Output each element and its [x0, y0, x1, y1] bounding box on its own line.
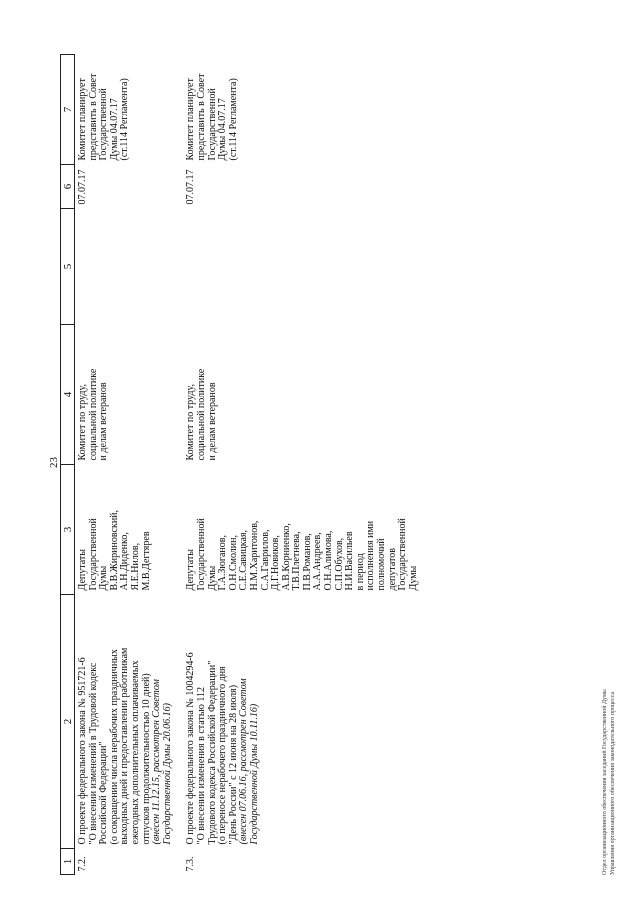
plan-note: Комитет планирует представить в Совет Государственной Думы 04.07.17 (ст.114 Регламента) [185, 73, 239, 161]
col5-cell [75, 209, 184, 325]
col-header-7: 7 [61, 55, 75, 165]
bill-note: (внесен 07.06.16, рассмотрен Советом [238, 678, 250, 845]
col-header-2: 2 [61, 595, 75, 849]
responsible-committee: Комитет по труду, социальной политике и делам ветеранов [185, 368, 218, 461]
review-date: 07.07.17 [77, 169, 88, 205]
table-row [183, 55, 429, 875]
col-header-3: 3 [61, 465, 75, 595]
footer-note [602, 689, 617, 875]
plan-note: Комитет планирует представить в Совет Государственной Думы 04.07.17 (ст.114 Регламента) [77, 73, 131, 161]
bill-title: О проекте федерального закона № 951721-6 "О внесении изменений в Трудовой кодекс Российской Федерации" (о сокращении числа нерабочих праздничных выходных дней и предоставлении работникам ежегодных дополнительных оплачиваемых отпусков продолжительностью 10 дней) (внесен 11.12.15, рассмотрен Советом Государственной Думы 20.06.16) [75, 595, 184, 849]
page-number: 23 [48, 457, 60, 468]
bills-table [60, 54, 429, 875]
column-number-row [61, 55, 75, 875]
review-date: 07.07.17 [185, 169, 197, 205]
bill-authors: Депутаты Государственной Думы Г.А.Зюганов, О.Н.Смолин, С.Е.Савицкая, Н.М.Харитонов, С.А.Гаврилов, Д.Г.Новиков, А.В.Корниенко, Т.В.Плетнева, П.В.Романов, А.А.Андреев, О.Н.Алимова, С.П.Обухов, Н.И.Васильев в период исполнения ими полномочий депутатов Государственной Думы [185, 518, 419, 591]
footer-line: Отдел организационного обеспечения заседаний Государственной Думы [602, 689, 608, 875]
col-header-5: 5 [61, 209, 75, 325]
row-number: 7.2. [77, 856, 88, 872]
col-header-6: 6 [61, 165, 75, 209]
row-number: 7.3. [185, 856, 197, 872]
bill-note: (внесен 11.12.15, рассмотрен Советом [151, 679, 163, 845]
responsible-committee: Комитет по труду, социальной политике и делам ветеранов [77, 368, 110, 461]
col-header-4: 4 [61, 325, 75, 465]
footer-line: Управления организационного обеспечения законодательного процесса [609, 691, 616, 875]
bill-authors: Депутаты Государственной Думы В.В.Жириновский, А.Н.Диденко, Я.Е.Нилов, М.В.Дегтярев [77, 509, 152, 591]
table-row [75, 55, 184, 875]
col5-cell [183, 209, 429, 325]
bill-title: О проекте федерального закона № 1004294-6 "О внесении изменения в статью 112 Трудового кодекса Российской Федерации" (о переносе нерабочего праздничного дня "День России" с 12 июня на 28 июля) (внесен 07.06.16, рассмотрен Советом Государственной Думы 10.11.16) [183, 595, 429, 849]
col-header-1: 1 [61, 849, 75, 875]
